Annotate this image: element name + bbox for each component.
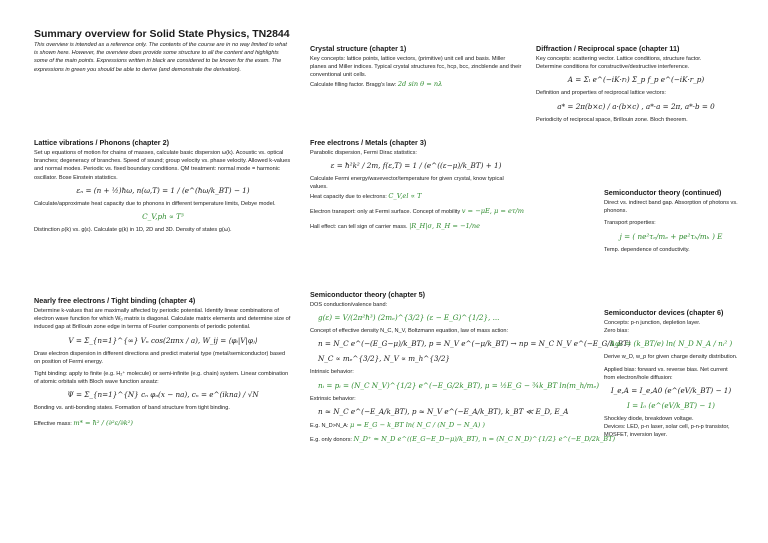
devices-text-2: Zero bias: xyxy=(604,328,629,335)
crystal-bragg-label: Calculate filling factor. Bragg's law: xyxy=(310,81,397,88)
diffraction-eq-amplitude: A = Σₗ e^(−iK·rₗ) Σ_p f_p e^(−iK·r_p) xyxy=(567,75,705,85)
nfe-section xyxy=(34,296,292,428)
semiconductor-continued-text-3: Temp. dependence of conductivity. xyxy=(604,246,690,253)
devices-eq-built-in-potential: Δφ₀ = (k_BT/e) ln( N_D N_A / nᵢ² ) xyxy=(609,339,733,349)
nfe-heading: Nearly free electrons / Tight binding (chapter 4) xyxy=(34,296,196,305)
free-electrons-text-4: Electron transport: only at Fermi surface. Concept of mobility xyxy=(310,208,461,215)
devices-section xyxy=(604,308,738,440)
diffraction-text-1: Key concepts: scattering vector. Lattice conditions, structure factor. xyxy=(536,56,702,62)
diffraction-text-4: Periodicity of reciprocal space, Brillouin zone. Bloch theorem. xyxy=(536,116,688,123)
nfe-text-1: Determine k-values that are maximally affected by periodic potential. Identify linear combinations of electron wave function for which W₀ matrix is diagonal. Calculate matrix elements and determine size of induced gap at Brillouin zone edge in terms of Fourier components of periodic potential. xyxy=(34,308,291,331)
semiconductor-heading: Semiconductor theory (chapter 5) xyxy=(310,290,426,299)
diffraction-heading: Diffraction / Reciprocal space (chapter 11) xyxy=(536,44,680,53)
semiconductor-text-2: Concept of effective density N_C, N_V, Boltzmann equation, law of mass action: xyxy=(310,328,509,335)
nfe-text-4: Bonding vs. anti-bonding states. Formation of band structure from tight binding. xyxy=(34,405,230,412)
semiconductor-continued-text-2: Transport properties: xyxy=(604,220,656,227)
intro-text: This overview is intended as a reference only. The contents of the course are in no way limited to what is shown here. However, the overview does provide some structure to all the content and highlights some of the main points. Expressions written in black are considered to be known for the exam. The expressions in green you should be able to derive (and demonstrate the derivation). xyxy=(34,42,287,73)
phonons-eq-heat-capacity: C_V,ph ∝ T³ xyxy=(142,212,184,222)
devices-text-3: Derive w_D, w_p for given charge density distribution. xyxy=(604,354,738,361)
free-electrons-heading: Free electrons / Metals (chapter 3) xyxy=(310,138,427,147)
devices-text-4: Applied bias: forward vs. reverse bias. Net current from electron/hole diffusion: xyxy=(604,366,728,381)
phonons-body: Set up equations of motion for chains of masses, calculate basic dispersion ω(k). Acoustic vs. optical branches; degeneracy of branches. Speed of sound; group velocity vs. phase velocity. Allowed k-values and normal modes. Periodic vs. fixed boundary conditions. QM treatment: normal mode = harmonic oscillator. Bose Einstein statistics. xyxy=(34,150,291,181)
semiconductor-donors-row xyxy=(310,435,616,444)
semiconductor-eq-donors: N_D⁺ ≈ N_D e^((E_G−E_D−μ)/k_BT), n = (N_C N_D)^{1/2} e^(−E_D/2k_BT) xyxy=(353,435,616,444)
nfe-eq-potential: V = Σ_{n=1}^{∞} Vₙ cos(2πnx / a), W_ij = ⟨φᵢ|V|φⱼ⟩ xyxy=(68,335,258,345)
free-electrons-hall-row xyxy=(310,222,522,231)
semiconductor-eq-extrinsic: n ≈ N_C e^(−E_A/k_BT), p ≈ N_V e^(−E_A/k_BT), k_BT ≪ E_D, E_A xyxy=(318,406,569,416)
phonons-heading: Lattice vibrations / Phonons (chapter 2) xyxy=(34,138,169,147)
devices-text-1: Concepts: p-n junction, depletion layer. xyxy=(604,320,701,326)
free-electrons-eq-hall: |R_H|σ, R_H = −1/ne xyxy=(409,222,481,231)
devices-eq-total-current: I = I₀ (e^(eV/k_BT) − 1) xyxy=(627,401,715,411)
page-title: Summary overview for Solid State Physics, TN2844 xyxy=(34,28,290,40)
free-electrons-text-5: Hall effect: can tell sign of carrier mass. xyxy=(310,224,408,231)
free-electrons-eq-mobility: v = −μE, μ = eτ/m xyxy=(461,206,525,215)
nfe-text-3: Tight binding: apply to finite (e.g. H₂⁺ molecule) or semi-infinite (e.g. chain) system. Linear combination of atomic orbitals with Bloch wave function ansatz: xyxy=(34,371,289,386)
diffraction-text-2: Determine conditions for constructive/destructive interference. xyxy=(536,64,690,71)
devices-text-6: Devices: LED, p-n laser, solar cell, p-n-p transistor, MOSFET, inversion layer. xyxy=(604,424,730,439)
nfe-eq-effective-mass: m* = ħ² / (∂²ε/∂k²) xyxy=(73,418,133,427)
crystal-bragg-eq: 2d sin θ = nλ xyxy=(397,79,443,88)
free-electrons-eq-dispersion: ε = ħ²k² / 2m, f(ε,T) = 1 / (e^((ε−μ)/k_BT) + 1) xyxy=(330,161,502,171)
semiconductor-eq-effective-density: N_C ∝ mₑ^{3/2}, N_V ∝ m_h^{3/2} xyxy=(318,354,451,364)
devices-heading: Semiconductor devices (chapter 6) xyxy=(604,308,724,317)
semiconductor-continued-text-1: Direct vs. indirect band gap. Absorption of photons vs. phonons. xyxy=(604,200,738,215)
phonons-dos-text: Distinction ρ(k) vs. g(ε). Calculate g(k) in 1D, 2D and 3D. Density of states g(ω). xyxy=(34,227,232,234)
free-electrons-eq-heat: C_V,el ∝ T xyxy=(388,191,422,200)
free-electrons-text-1: Parabolic dispersion, Fermi Dirac statistics: xyxy=(310,150,417,156)
phonons-section xyxy=(34,138,292,234)
semiconductor-eq-intrinsic: nᵢ = pᵢ = (N_C N_V)^{1/2} e^(−E_G/2k_BT), μ = ½E_G − ¾k_BT ln(m_h/mₑ) xyxy=(318,380,600,390)
semiconductor-text-1: DOS conduction/valence band: xyxy=(310,302,388,308)
crystal-body: Key concepts: lattice points, lattice vectors, (primitive) unit cell and basis. Miller planes and Miller indices. Typical crystal structures fcc, hcp, bcc, zincblende and their conventional unit cells. xyxy=(310,56,522,79)
free-electrons-mobility-row xyxy=(310,206,525,216)
semiconductor-text-4: Extrinsic behavior: xyxy=(310,395,356,402)
semiconductor-eq-chemical-potential: μ = E_G − k_BT ln( N_C / (N_D − N_A) ) xyxy=(349,420,485,429)
free-electrons-section xyxy=(310,138,525,231)
devices-eq-electron-current: I_e,A = I_e,A0 (e^(eV/k_BT) − 1) xyxy=(610,386,732,396)
free-electrons-text-3: Heat capacity due to electrons: xyxy=(310,193,387,200)
semiconductor-eq-dos: g(ε) = V/(2π²ħ³) (2mₑ)^{3/2} (ε − E_G)^{1/2}, ... xyxy=(318,313,500,323)
semiconductor-continued-eq-current: j = ( ne²τₑ/mₑ + pe²τₕ/mₕ ) E xyxy=(619,231,723,241)
semiconductor-text-3: Intrinsic behavior: xyxy=(310,369,354,376)
nfe-effective-mass-row xyxy=(34,419,292,428)
crystal-section xyxy=(310,44,522,89)
crystal-heading: Crystal structure (chapter 1) xyxy=(310,44,407,53)
semiconductor-text-5: E.g. N_D>N_A: xyxy=(310,422,349,429)
nfe-text-5: Effective mass: xyxy=(34,420,72,427)
nfe-text-2: Draw electron dispersion in different directions and predict material type (metal/semiconductor) based on position of Fermi energy. xyxy=(34,350,286,365)
phonons-eq-energy: εₙ = (n + ½)ħω, n(ω,T) = 1 / (e^(ħω/k_BT) − 1) xyxy=(76,185,250,195)
semiconductor-text-6: E.g. only donors: xyxy=(310,437,352,444)
phonons-heat-capacity-text: Calculate/approximate heat capacity due to phonons in different temperature limits, Debye model. xyxy=(34,200,276,207)
semiconductor-donor-acceptor-row xyxy=(310,421,592,430)
nfe-eq-lcao: Ψ = Σ_{n=1}^{N} cₙ φₐ(x − na), cₙ = e^(ikna) / √N xyxy=(67,390,259,400)
semiconductor-continued-heading: Semiconductor theory (continued) xyxy=(604,188,722,197)
devices-text-5: Shockley diode, breakdown voltage. xyxy=(604,416,694,423)
crystal-bragg-row xyxy=(310,80,522,89)
free-electrons-heat-row xyxy=(310,192,522,201)
semiconductor-continued-section xyxy=(604,188,738,254)
intro-section xyxy=(34,28,292,74)
semiconductor-eq-mass-action: n = N_C e^(−(E_G−μ)/k_BT), p = N_V e^(−μ/k_BT) → np = N_C N_V e^(−E_G/k_BT) xyxy=(318,339,631,349)
diffraction-text-3: Definition and properties of reciprocal lattice vectors: xyxy=(536,90,666,97)
diffraction-section xyxy=(536,44,736,124)
diffraction-eq-reciprocal: a* = 2π(b×c) / a·(b×c) , a*·a = 2π, a*·b = 0 xyxy=(557,101,715,111)
free-electrons-text-2: Calculate Fermi energy/wavevector/temperature for given crystal, know typical values. xyxy=(310,176,504,191)
